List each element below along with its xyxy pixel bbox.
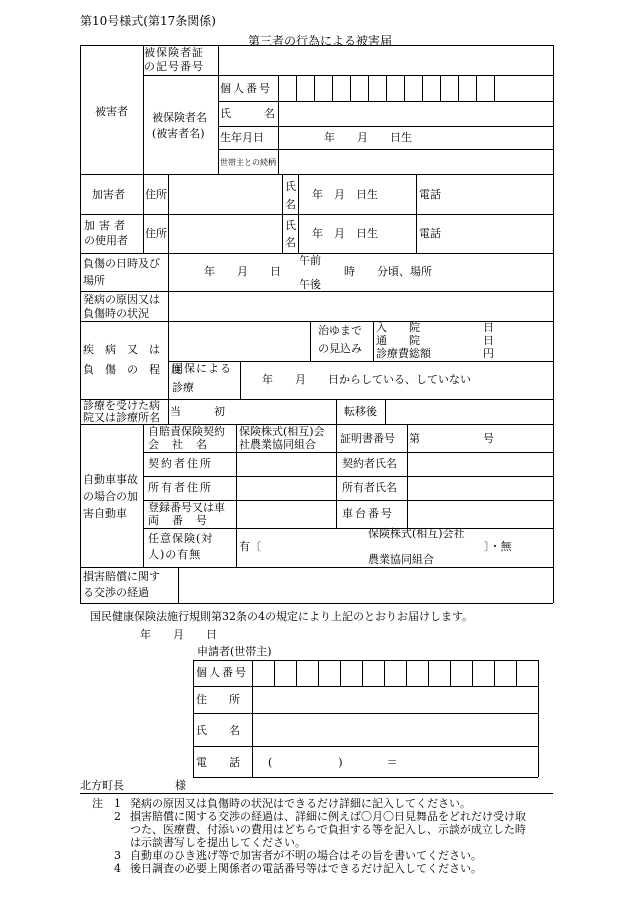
voluntary-company-type: 保険株式(相互)会社	[368, 527, 465, 540]
owner-address-label: 所有者住所	[148, 481, 213, 494]
contractor-address-label: 契約者住所	[148, 457, 213, 470]
clinic-initial-field[interactable]	[238, 400, 335, 423]
outpatient-label: 通 院	[376, 334, 420, 347]
declaration-text: 国民健康保険法施行規則第32条の4の規定により上記のとおりお届けします。	[90, 610, 474, 623]
assailant-label: 加害者	[92, 188, 125, 201]
chassis-field[interactable]	[408, 501, 552, 527]
owner-name-label: 所有者氏名	[342, 481, 397, 494]
kokuho-label-2: 診療	[172, 381, 194, 394]
insurance-company-type: 保険株式(相互)会	[239, 425, 325, 438]
registration-label-2: 両 番 号	[148, 514, 208, 527]
severity-label-2: 負 傷 の 程 度	[83, 363, 182, 376]
employer-address-label: 住所	[145, 227, 167, 240]
cost-yen: 円	[483, 347, 494, 360]
contractor-name-label: 契約者氏名	[342, 457, 397, 470]
kokuho-text: 年 月 日からしている、していない	[262, 373, 471, 386]
contractor-name-field[interactable]	[408, 453, 552, 475]
note-4-no: 4	[114, 862, 121, 875]
victim-birth-format: 年 月 日生	[324, 131, 412, 144]
applicant-label: 申請者(世帯主)	[197, 645, 272, 658]
inpatient-day: 日	[483, 321, 494, 334]
mayor-underline	[80, 793, 553, 794]
clinic-transfer-label: 転移後	[344, 405, 377, 418]
auto-accident-label: 自動車事故	[83, 473, 138, 486]
owner-address-field[interactable]	[237, 477, 335, 499]
insurance-symbol-field[interactable]	[219, 46, 552, 74]
insurance-company-type-2: 社農業協同組合	[239, 438, 316, 451]
victim-relation-field[interactable]	[279, 150, 552, 173]
victim-relation-label: 世帯主との続柄	[220, 158, 276, 167]
recovery-label-2: の見込み	[318, 342, 362, 355]
outpatient-day: 日	[483, 334, 494, 347]
clinic-label: 診療を受けた病	[83, 399, 160, 412]
contractor-address-field[interactable]	[237, 453, 335, 475]
cert-dai: 第	[409, 432, 420, 445]
employer-address-field[interactable]	[169, 215, 281, 252]
clinic-initial-label: 当 初	[170, 405, 225, 418]
mayor-sama: 様	[175, 779, 186, 792]
note-3: 自動車のひき逃げ等で加害者が不明の場合はその旨を書いてください。	[130, 849, 482, 862]
note-2-line-1: 損害賠償に関する交渉の経過は、詳細に例えば〇月〇日見舞品をどれだけ受け取	[130, 810, 526, 823]
employer-label: 加害者	[84, 219, 129, 232]
cert-no-label: 証明書番号	[340, 432, 395, 445]
employer-birth-format: 年 月 日生	[312, 227, 378, 240]
employer-name-label-2: 名	[285, 236, 296, 249]
note-4: 後日調査の必要上関係者の電話番号等はできるだけ記入してください。	[130, 862, 482, 875]
recovery-label: 治ゆまで	[318, 324, 362, 337]
inpatient-label: 入 院	[376, 321, 420, 334]
form-title: 第三者の行為による被害届	[248, 34, 393, 48]
voluntary-yes: 有〔	[239, 540, 261, 553]
voluntary-coop-type: 農業協同組合	[368, 553, 434, 566]
owner-name-field[interactable]	[408, 477, 552, 499]
victim-section-label: 被害者	[95, 105, 128, 118]
insured-name-head-2: (被害者名)	[152, 127, 205, 140]
victim-personal-no-label: 個人番号	[220, 82, 272, 95]
note-2-no: 2	[114, 810, 121, 823]
chassis-label: 車台番号	[342, 507, 394, 520]
cause-label-2: 負傷時の状況	[83, 307, 149, 320]
notes-head: 注	[92, 797, 103, 810]
assailant-address-field[interactable]	[169, 175, 281, 213]
declaration-date: 年 月 日	[140, 628, 217, 641]
severity-label: 疾 病 又 は	[83, 343, 160, 356]
assailant-name-label-2: 名	[285, 198, 296, 211]
negotiation-label: 損害賠償に関す	[83, 570, 160, 583]
victim-personal-no-field[interactable]	[279, 76, 552, 100]
injury-am: 午前	[299, 254, 321, 267]
jibaiseki-label-2: 会 社 名	[148, 438, 208, 451]
clinic-transfer-field[interactable]	[386, 400, 552, 423]
employer-phone-label: 電話	[419, 227, 441, 240]
victim-name-label: 氏 名	[220, 107, 275, 120]
registration-label: 登録番号又は車	[148, 501, 225, 514]
injury-time-label-2: 場所	[83, 274, 105, 287]
applicant-name-field[interactable]	[253, 714, 537, 745]
cost-label: 診療費総額	[376, 347, 431, 360]
applicant-name-label: 氏 名	[196, 724, 240, 737]
voluntary-insurance-label: 任意保険(対	[148, 532, 214, 545]
injury-time-format: 時 分頃、場所	[344, 265, 432, 278]
employer-label-2: の使用者	[84, 234, 128, 247]
negotiation-label-2: る交渉の経過	[83, 586, 149, 599]
injury-date-format: 年 月 日	[204, 265, 281, 278]
note-3-no: 3	[114, 849, 121, 862]
insurance-symbol-label-2: の記号番号	[144, 60, 204, 73]
assailant-address-label: 住所	[145, 188, 167, 201]
applicant-address-field[interactable]	[253, 687, 537, 712]
victim-birth-label: 生年月日	[220, 131, 264, 144]
applicant-personal-no-label: 個人番号	[196, 666, 248, 679]
registration-field[interactable]	[237, 501, 335, 527]
assailant-name-label: 氏	[285, 180, 296, 193]
note-1-no: 1	[114, 797, 121, 810]
victim-name-field[interactable]	[279, 102, 552, 125]
injury-time-label: 負傷の日時及び	[83, 257, 160, 270]
form-number: 第10号様式(第17条関係)	[80, 14, 216, 28]
note-2-line-3: は示談書写しを提出してください。	[130, 836, 306, 849]
applicant-address-label: 住 所	[196, 693, 240, 706]
auto-accident-label-2: の場合の加	[83, 490, 138, 503]
negotiation-field[interactable]	[179, 568, 552, 602]
employer-phone-field[interactable]	[444, 215, 552, 252]
mayor-label: 北方町長	[80, 779, 124, 792]
insurance-symbol-label: 被保険者証	[144, 46, 204, 59]
employer-name-label: 氏	[285, 219, 296, 232]
applicant-phone-format: ( ) ＝	[268, 756, 398, 769]
assailant-phone-field[interactable]	[444, 175, 552, 213]
insured-name-head: 被保険者名	[152, 111, 207, 124]
cause-label: 発病の原因又は	[83, 293, 160, 306]
severity-field[interactable]	[169, 322, 309, 360]
voluntary-no: 〕・無	[484, 540, 512, 553]
note-1: 発病の原因又は負傷時の状況はできるだけ詳細に記入してください。	[130, 797, 471, 810]
kokuho-label: 国保による	[172, 362, 232, 375]
applicant-phone-label: 電 話	[196, 756, 240, 769]
voluntary-insurance-label-2: 人)の有無	[148, 548, 202, 561]
cert-go: 号	[483, 432, 494, 445]
note-2-line-2: つた、医療費、付添いの費用はどちらで負担する等を記入し、示談が成立した時	[130, 823, 526, 836]
jibaiseki-label: 自賠責保険契約	[148, 425, 225, 438]
cause-field[interactable]	[169, 292, 552, 320]
injury-pm: 午後	[299, 278, 321, 291]
auto-accident-label-3: 害自動車	[83, 507, 127, 520]
clinic-label-2: 院又は診療所名	[83, 411, 160, 424]
assailant-phone-label: 電話	[419, 188, 441, 201]
applicant-personal-no-field[interactable]	[253, 661, 537, 685]
assailant-birth-format: 年 月 日生	[312, 188, 378, 201]
